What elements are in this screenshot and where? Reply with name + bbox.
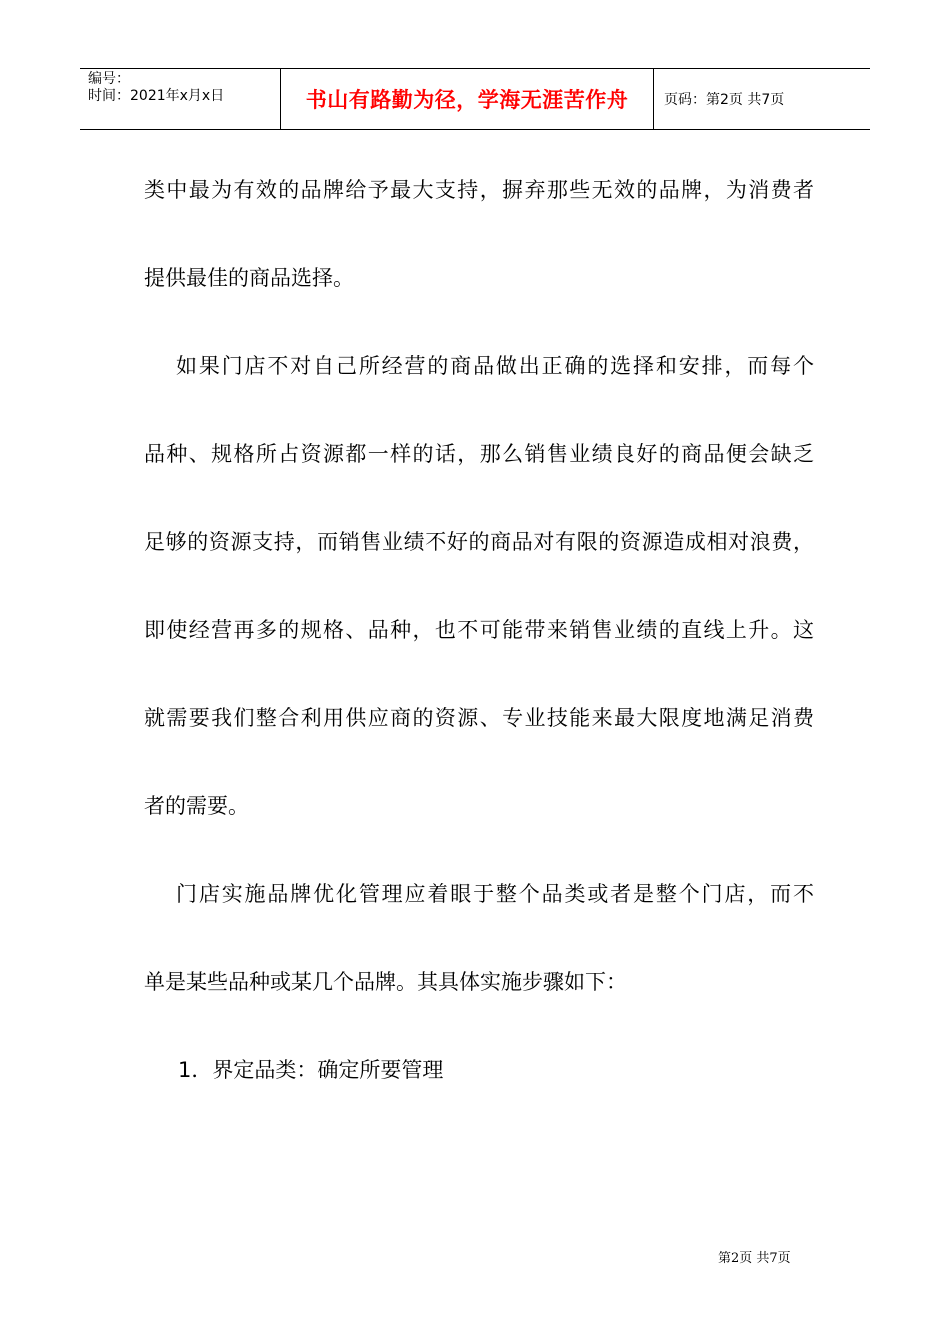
body-line: 就需要我们整合利用供应商的资源、专业技能来最大限度地满足消费 [144, 706, 814, 730]
document-body [144, 158, 814, 1126]
number-label: 编号： [88, 71, 130, 87]
body-line: 品种、规格所占资源都一样的话，那么销售业绩良好的商品便会缺乏 [144, 442, 814, 466]
body-line: 如果门店不对自己所经营的商品做出正确的选择和安排，而每个 [176, 354, 814, 378]
page-footer: 第2页 共7页 [718, 1251, 791, 1266]
body-line: 单是某些品种或某几个品牌。其具体实施步骤如下： [144, 970, 627, 994]
header-motto: 书山有路勤为径，学海无涯苦作舟 [281, 69, 654, 129]
body-line: 门店实施品牌优化管理应着眼于整个品类或者是整个门店，而不 [176, 882, 814, 906]
body-line: 类中最为有效的品牌给予最大支持，摒弃那些无效的品牌，为消费者 [144, 178, 814, 202]
header-meta [80, 69, 281, 129]
body-line: 即使经营再多的规格、品种，也不可能带来销售业绩的直线上升。这 [144, 618, 814, 642]
list-item: 1．界定品类：确定所要管理 [178, 1058, 444, 1082]
body-line: 足够的资源支持，而销售业绩不好的商品对有限的资源造成相对浪费， [144, 530, 814, 554]
page-header [80, 68, 870, 130]
header-page-info: 页码：第2页 共7页 [664, 92, 785, 108]
body-line: 者的需要。 [144, 794, 249, 818]
date-label: 时间：2021年x月x日 [88, 88, 225, 104]
body-line: 提供最佳的商品选择。 [144, 266, 354, 290]
